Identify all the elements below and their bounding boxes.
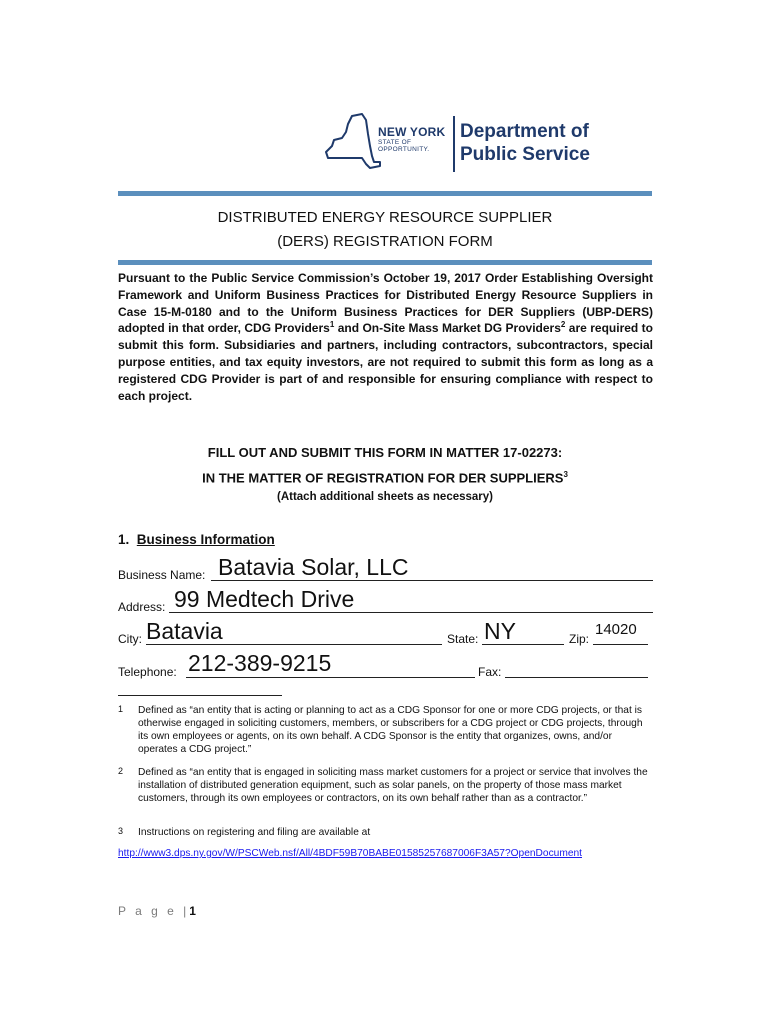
intro-paragraph [118,270,653,404]
zip-line [593,644,648,645]
new-york-state-outline-icon [322,112,382,174]
logo-opportunity: OPPORTUNITY. [378,146,430,153]
footnote-ref-3: 3 [563,470,568,479]
intro-text-2: and On-Site Mass Market DG Providers [334,321,561,336]
business-name-label: Business Name: [118,568,206,582]
fax-label: Fax: [478,665,502,679]
state-label: State: [447,632,479,646]
state-line [482,644,564,645]
attach-note: (Attach additional sheets as necessary) [276,491,494,503]
header-rule-top [118,191,652,196]
footnote-ref-2: 2 [560,320,566,330]
logo-divider [453,116,455,172]
footnote-text-1: Defined as “an entity that is acting or planning to act as a CDG Sponsor for one or more CDG projects, or that is otherwise engaged in soliciting customers, members, or subscribers for a CDG project or CDG projects, through its own employees or agents, on its own behalf. A CDG Sponsor is the entity that organizes, owns, and/or operates a CDG project.” [138,705,643,755]
page-separator: | [183,904,190,918]
logo-state-of-opportunity [378,139,429,153]
nys-dps-logo [322,112,612,178]
instruction-line2 [118,464,652,489]
section-number: 1. [118,532,130,547]
instruction-line1: FILL OUT AND SUBMIT THIS FORM IN MATTER 17-02273: [207,445,563,460]
logo-dept-line2: Public Service [460,144,590,165]
page-word: P a g e [118,904,177,918]
intro-text-3: are required to submit this form. Subsidiaries and partners, including contractors, subcontractors, special purpose entities, and tax equity investors, are not required to submit this form as long as a registered CDG Provider is part of and responsible for ensuring compliance with respect to each project. [118,321,653,403]
zip-field[interactable]: 14020 [595,621,637,638]
footnote-text-2: Defined as “an entity that is engaged in soliciting mass market customers for a project or service that involves the installation of distributed generation equipment, such as solar panels, on the property of those mass market customers, through its own employees or contractors, on its own behalf rather than as a contractor.” [138,767,648,804]
telephone-label: Telephone: [118,665,177,679]
instruction-line2-text: IN THE MATTER OF REGISTRATION FOR DER SUPPLIERS [202,470,564,486]
city-field[interactable]: Batavia [146,618,223,644]
telephone-field[interactable]: 212-389-9215 [188,650,332,676]
footnote-text-3: Instructions on registering and filing are available at [138,827,371,838]
city-line [146,644,442,645]
footnote-separator [118,695,282,696]
zip-label: Zip: [569,632,590,646]
footnote-number-3: 3 [118,826,124,836]
address-field[interactable]: 99 Medtech Drive [174,586,355,612]
business-name-line [211,580,653,581]
footnote-number-2: 2 [118,766,124,776]
intro-text-1: Pursuant to the Public Service Commission’s October 19, 2017 Order Establishing Oversight Framework and Uniform Business Practices for Distributed Energy Resource Suppliers in Case 15-M-0180 and to the Uniform Business Practices for DER Suppliers (UBP-DERS) adopted in that order, CDG Providers [118,271,653,336]
address-line [169,612,653,613]
logo-dept-line1: Department of [460,121,589,142]
city-label: City: [118,632,142,646]
form-title-line1: DISTRIBUTED ENERGY RESOURCE SUPPLIER [217,209,553,226]
section-title: Business Information [136,532,275,547]
section-heading-business-info [118,532,275,547]
form-title-line2: (DERS) REGISTRATION FORM [277,233,493,250]
page-footer [118,904,196,918]
logo-state-of: STATE OF [378,139,412,146]
telephone-line [186,677,475,678]
business-name-field[interactable]: Batavia Solar, LLC [218,554,409,580]
address-label: Address: [118,600,166,614]
header-rule-bottom [118,260,652,265]
logo-department-text [460,120,590,166]
fax-line [505,677,648,678]
footnote-ref-1: 1 [329,320,335,330]
footnote-link[interactable]: http://www3.dps.ny.gov/W/PSCWeb.nsf/All/4BDF59B70BABE01585257687006F3A57?OpenDocument [118,848,582,859]
footnote-number-1: 1 [118,704,124,714]
logo-new-york-text: NEW YORK [378,125,446,139]
page-number: 1 [189,904,196,918]
state-field[interactable]: NY [484,618,516,644]
